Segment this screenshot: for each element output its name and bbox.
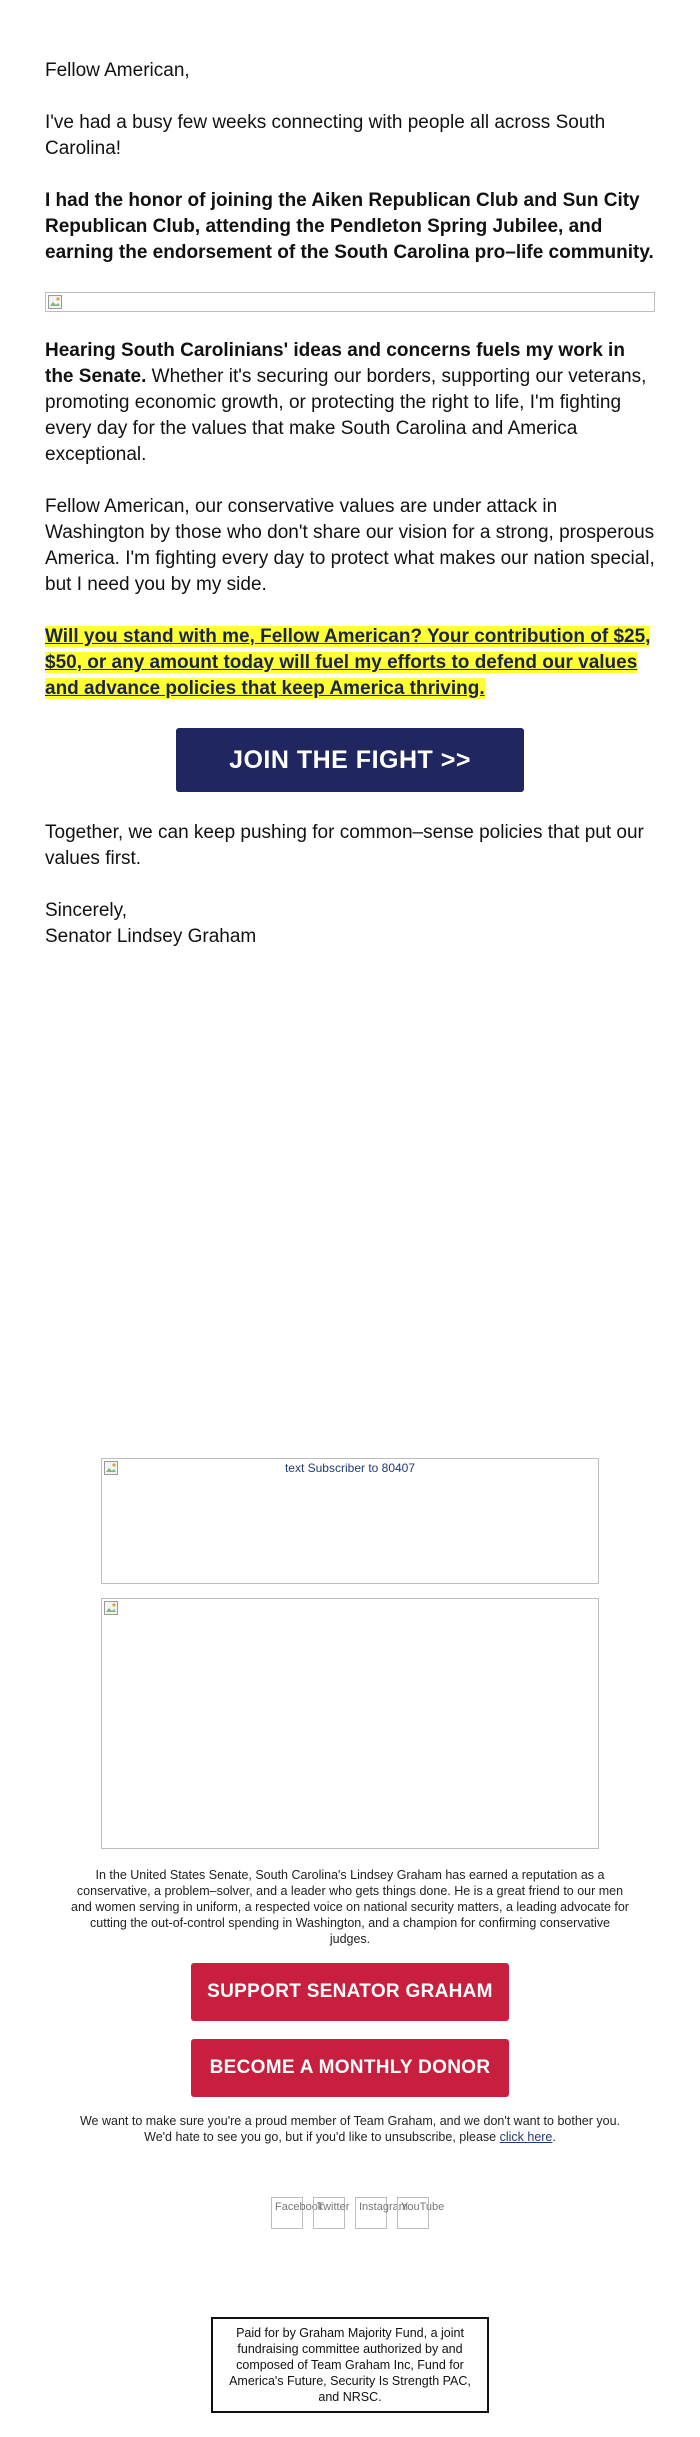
broken-image-icon bbox=[48, 295, 62, 309]
social-links bbox=[270, 2197, 445, 2229]
senator-bio: In the United States Senate, South Carolina's Lindsey Graham has earned a reputation as a conservative, a problem–solver, and a leader who gets things done. He is a great friend to our men and women serving in uniform, a respected voice on national security matters, a leading advocate for cutting the out-of-control spending in Washington, and a champion for confirming conservative judges. bbox=[71, 1868, 629, 1946]
twitter-icon[interactable]: Twitter bbox=[313, 2197, 345, 2229]
donation-ask[interactable] bbox=[45, 624, 655, 702]
paragraph-senate-rest: Whether it's securing our borders, supporting our veterans, promoting economic growth, or protecting the right to life, I'm fighting every day for the values that make South Carolina and America exceptional. bbox=[45, 366, 647, 465]
unsubscribe-period: . bbox=[552, 2130, 556, 2144]
paragraph-events: I had the honor of joining the Aiken Republican Club and Sun City Republican Club, attending the Pendleton Spring Jubilee, and earning the endorsement of the South Carolina pro–life community. bbox=[45, 190, 654, 263]
greeting: Fellow American, bbox=[45, 60, 190, 81]
paragraph-together: Together, we can keep pushing for common–sense policies that put our values first. bbox=[45, 822, 644, 869]
facebook-icon[interactable]: Facebook bbox=[271, 2197, 303, 2229]
broken-image-photo bbox=[45, 292, 655, 312]
email-letter bbox=[45, 58, 655, 950]
paragraph-values: Fellow American, our conservative values are under attack in Washington by those who don't share our vision for a strong, prosperous America. I'm fighting every day to protect what makes our nation special, but I need you by my side. bbox=[45, 496, 655, 595]
broken-image-icon bbox=[104, 1461, 118, 1475]
paid-for-disclaimer: Paid for by Graham Majority Fund, a joint fundraising committee authorized by and composed of Team Graham Inc, Fund for America's Future, Security Is Strength PAC, and NRSC. bbox=[211, 2317, 489, 2413]
unsubscribe-text bbox=[70, 2113, 630, 2145]
paragraph-senate-bold: Hearing South Carolinians' ideas and concerns fuels my work in the Senate. bbox=[45, 340, 625, 387]
broken-image-icon bbox=[104, 1601, 118, 1615]
donation-ask-link[interactable]: Will you stand with me, Fellow American? Your contribution of $25, $50, or any amount today will fuel my efforts to defend our values and advance policies that keep America thriving. bbox=[45, 626, 651, 699]
paragraph-intro: I've had a busy few weeks connecting with people all across South Carolina! bbox=[45, 112, 606, 159]
closing: Sincerely, bbox=[45, 900, 128, 921]
text-subscriber-banner[interactable] bbox=[101, 1458, 599, 1584]
support-senator-graham-button[interactable]: SUPPORT SENATOR GRAHAM bbox=[191, 1963, 509, 2021]
paragraph-senate bbox=[45, 338, 655, 468]
text-subscriber-alt[interactable]: text Subscriber to 80407 bbox=[284, 1461, 416, 1475]
senator-photo-banner bbox=[101, 1598, 599, 1849]
youtube-icon[interactable]: YouTube bbox=[397, 2197, 429, 2229]
unsubscribe-message: We want to make sure you're a proud member of Team Graham, and we don't want to bother you. We'd hate to see you go, but if you'd like to unsubscribe, please bbox=[79, 2114, 620, 2144]
signature: Senator Lindsey Graham bbox=[45, 926, 257, 947]
become-monthly-donor-button[interactable]: BECOME A MONTHLY DONOR bbox=[191, 2039, 509, 2097]
email-footer bbox=[0, 1458, 700, 2229]
instagram-icon[interactable]: Instagram bbox=[355, 2197, 387, 2229]
join-the-fight-button[interactable]: JOIN THE FIGHT >> bbox=[176, 728, 524, 792]
unsubscribe-link[interactable]: click here bbox=[499, 2130, 553, 2144]
